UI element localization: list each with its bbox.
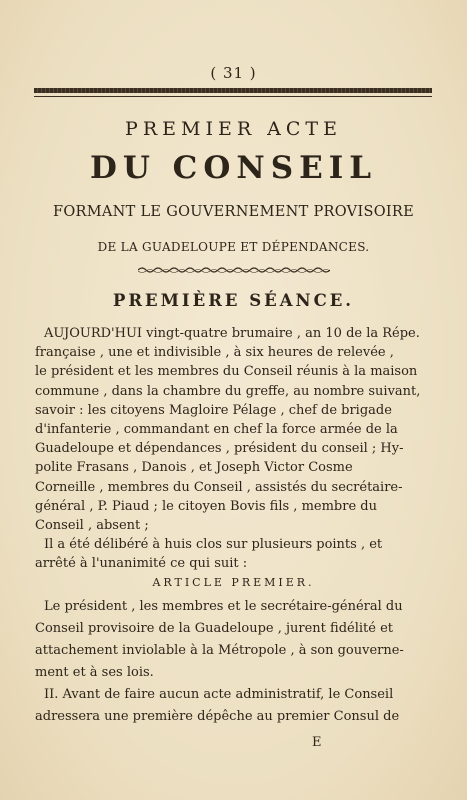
text-line: française , une et indivisible , à six heures de relevée , bbox=[35, 345, 394, 361]
article-line: attachement inviolable à la Métropole , à son gouverne- bbox=[35, 643, 404, 658]
text-line: Il a été délibéré à huis clos sur plusieurs points , et bbox=[44, 537, 383, 553]
heading-line-2: DU CONSEIL bbox=[89, 150, 378, 186]
article-line: Le président , les membres et le secrétaire-général du bbox=[44, 599, 403, 614]
article-line: II. Avant de faire aucun acte administratif, le Conseil bbox=[44, 687, 394, 702]
text-line: général , P. Piaud ; le citoyen Bovis fils , membre du bbox=[35, 498, 377, 514]
article-line: adressera une première dépêche au premier Consul de bbox=[35, 709, 400, 724]
text-line: polite Frasans , Danois , et Joseph Victor Cosme bbox=[35, 460, 353, 476]
header-rule-thin bbox=[34, 96, 432, 97]
article-line: Conseil provisoire de la Guadeloupe , jurent fidélité et bbox=[35, 621, 394, 636]
text-line: Corneille , membres du Conseil , assistés du secrétaire- bbox=[35, 479, 403, 495]
article-line: ment et à ses lois. bbox=[35, 665, 154, 680]
text-line: d'infanterie , commandant en chef la force armée de la bbox=[35, 422, 398, 437]
text-line: savoir : les citoyens Magloire Pélage , chef de brigade bbox=[35, 402, 392, 418]
text-line: AUJOURD'HUI vingt-quatre brumaire , an 10 de la Répe. bbox=[44, 326, 420, 341]
heading-line-4: DE LA GUADELOUPE ET DÉPENDANCES. bbox=[97, 240, 370, 254]
text-line: le président et les membres du Conseil réunis à la maison bbox=[35, 364, 418, 380]
header-rule-thick bbox=[34, 88, 432, 93]
seance-title: PREMIÈRE SÉANCE. bbox=[112, 291, 355, 310]
article-heading: ARTICLE PREMIER. bbox=[152, 576, 315, 589]
signature-mark: E bbox=[312, 735, 322, 750]
page-number: ( 31 ) bbox=[210, 64, 257, 82]
text-line: arrêté à l'unanimité ce qui suit : bbox=[35, 556, 248, 572]
heading-line-3: FORMANT LE GOUVERNEMENT PROVISOIRE bbox=[52, 204, 415, 220]
text-line: commune , dans la chambre du greffe, au nombre suivant, bbox=[35, 383, 421, 399]
ornamental-divider bbox=[138, 266, 330, 274]
text-line: Conseil , absent ; bbox=[35, 518, 149, 533]
text-line: Guadeloupe et dépendances , président du conseil ; Hy- bbox=[35, 441, 404, 457]
heading-line-1: PREMIER ACTE bbox=[125, 118, 342, 140]
